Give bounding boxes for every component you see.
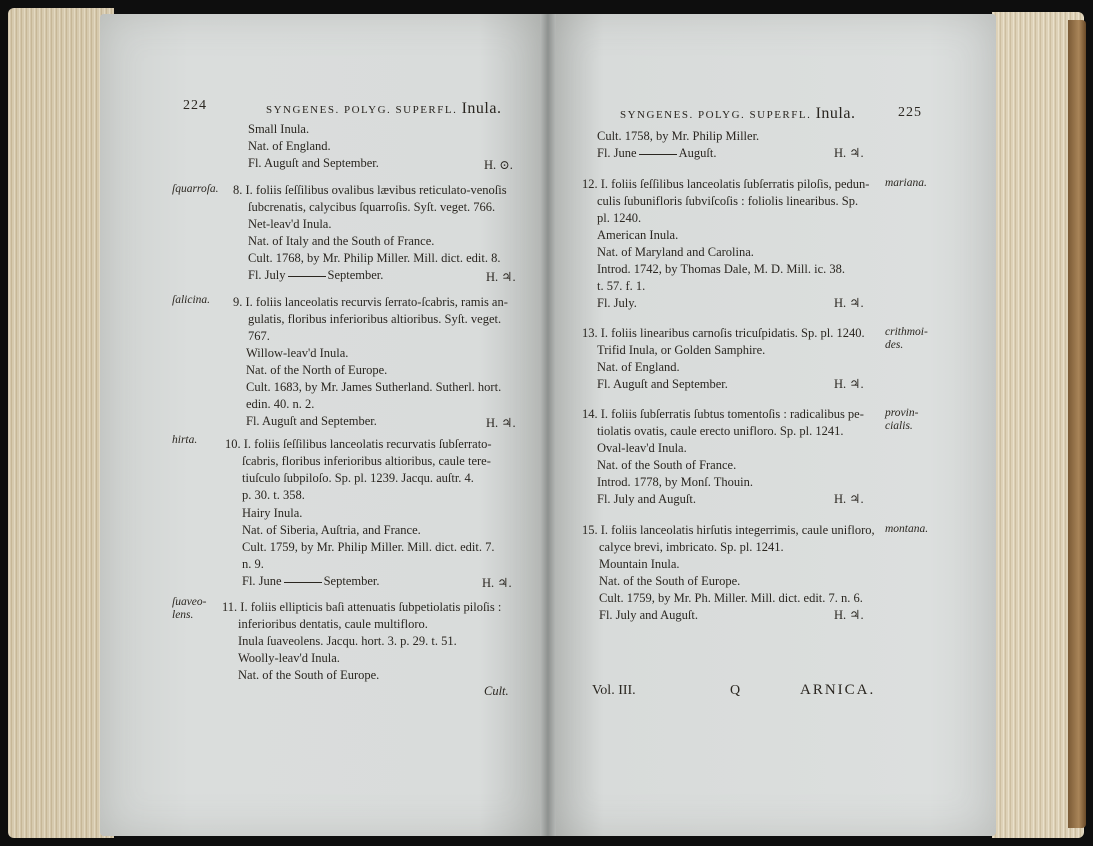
right-running-head-text: SYNGENES. POLYG. SUPERFL.	[620, 109, 812, 121]
left-line-part: September.	[323, 574, 380, 588]
right-line: Oval-leav'd Inula.	[597, 441, 687, 455]
right-line: Introd. 1778, by Monſ. Thouin.	[597, 475, 754, 489]
left-line: edin. 40. n. 2.	[246, 397, 315, 411]
right-margin-note: montana.	[885, 523, 929, 535]
left-line-habit: H. ♃.	[482, 576, 512, 590]
left-line: Net-leav'd Inula.	[248, 217, 332, 231]
right-line: Fl. July and Auguſt.	[597, 492, 696, 506]
left-line: Willow-leav'd Inula.	[246, 346, 349, 360]
right-line: t. 57. f. 1.	[597, 279, 646, 293]
left-running-genus: Inula.	[461, 100, 502, 117]
dash-rule	[284, 582, 322, 583]
right-line: Cult. 1758, by Mr. Philip Miller.	[597, 129, 760, 143]
left-line: Fl. Auguſt and September.	[246, 414, 377, 428]
left-line-part: September.	[327, 268, 384, 282]
volume-label: Vol. III.	[592, 683, 636, 698]
left-page-number: 224	[183, 98, 207, 113]
left-line-habit: H. ♃.	[486, 416, 516, 430]
right-line-part: Fl. June	[597, 146, 637, 160]
left-margin-note: hirta.	[172, 434, 198, 446]
right-line: Nat. of the South of Europe.	[599, 574, 741, 588]
right-line: 14. I. foliis ſubſerratis ſubtus tomentoſis : radicalibus pe-	[582, 407, 864, 421]
left-line: Nat. of Italy and the South of France.	[248, 234, 435, 248]
right-margin-note: crithmoi- des.	[885, 326, 928, 351]
left-line: p. 30. t. 358.	[242, 488, 305, 502]
left-margin-note: ſquarroſa.	[172, 183, 219, 195]
signature-mark: Q	[730, 683, 741, 698]
right-line-habit: H. ♃.	[834, 492, 864, 506]
right-margin-note: provin- cialis.	[885, 407, 919, 432]
right-line: 13. I. foliis linearibus carnoſis tricuſpidatis. Sp. pl. 1240.	[582, 326, 865, 340]
left-line: Nat. of the South of Europe.	[238, 668, 380, 682]
left-line: n. 9.	[242, 557, 264, 571]
right-line-habit: H. ♃.	[834, 296, 864, 310]
right-line: pl. 1240.	[597, 211, 642, 225]
left-line: Cult. 1759, by Mr. Philip Miller. Mill. dict. edit. 7.	[242, 540, 495, 554]
left-running-head-text: SYNGENES. POLYG. SUPERFL.	[266, 104, 458, 116]
right-line: American Inula.	[597, 228, 679, 242]
right-line: culis ſubunifloris ſubviſcoſis : foliolis linearibus. Sp.	[597, 194, 859, 208]
left-line: Nat. of Siberia, Auſtria, and France.	[242, 523, 421, 537]
left-line-part: Fl. June	[242, 574, 282, 588]
left-line	[248, 268, 383, 283]
right-line: Nat. of the South of France.	[597, 458, 737, 472]
left-catchword: Cult.	[484, 684, 509, 698]
right-line-habit: H. ♃.	[834, 608, 864, 622]
left-line-part: Fl. July	[248, 268, 286, 282]
right-line-part: Auguſt.	[678, 146, 717, 160]
catchword: ARNICA.	[800, 682, 876, 698]
right-line: tiolatis ovatis, caule erecto unifloro. Sp. pl. 1241.	[597, 424, 844, 438]
right-line-habit: H. ♃.	[834, 146, 864, 160]
right-line: calyce brevi, imbricato. Sp. pl. 1241.	[599, 540, 784, 554]
left-line: Inula ſuaveolens. Jacqu. hort. 3. p. 29. t. 51.	[238, 634, 457, 648]
right-running-genus: Inula.	[815, 105, 856, 122]
right-line: 12. I. foliis ſeſſilibus lanceolatis ſubſerratis piloſis, pedun-	[582, 177, 870, 191]
right-line: Cult. 1759, by Mr. Ph. Miller. Mill. dict. edit. 7. n. 6.	[599, 591, 863, 605]
right-running-head	[620, 106, 855, 123]
right-line: Mountain Inula.	[599, 557, 680, 571]
right-margin-note: mariana.	[885, 177, 927, 189]
left-line: tiuſculo ſubpiloſo. Sp. pl. 1239. Jacqu. auſtr. 4.	[242, 471, 474, 485]
left-line: 8. I. foliis ſeſſilibus ovalibus lævibus reticulato-venoſis	[233, 183, 507, 197]
left-line: Small Inula.	[248, 122, 310, 136]
right-line: Nat. of England.	[597, 360, 680, 374]
left-line: 10. I. foliis ſeſſilibus lanceolatis recurvatis ſubſerrato-	[225, 437, 492, 451]
left-line: 11. I. foliis ellipticis baſi attenuatis ſubpetiolatis piloſis :	[222, 600, 502, 614]
book-gutter	[540, 14, 556, 836]
left-page-edges	[8, 8, 114, 838]
right-line: Fl. Auguſt and September.	[597, 377, 728, 391]
left-line: 767.	[248, 329, 270, 343]
right-line-habit: H. ♃.	[834, 377, 864, 391]
left-line: Cult. 1683, by Mr. James Sutherland. Sutherl. hort.	[246, 380, 502, 394]
left-line: inferioribus dentatis, caule multifloro.	[238, 617, 428, 631]
left-line: 9. I. foliis lanceolatis recurvis ſerrato-ſcabris, ramis an-	[233, 295, 508, 309]
left-line: Cult. 1768, by Mr. Philip Miller. Mill. dict. edit. 8.	[248, 251, 501, 265]
left-line	[242, 574, 379, 589]
left-line: Nat. of England.	[248, 139, 331, 153]
right-line: Introd. 1742, by Thomas Dale, M. D. Mill. ic. 38.	[597, 262, 846, 276]
right-line: Trifid Inula, or Golden Samphire.	[597, 343, 766, 357]
left-running-head	[266, 101, 501, 118]
left-line: Fl. Auguſt and September.	[248, 156, 379, 170]
right-line: Nat. of Maryland and Carolina.	[597, 245, 754, 259]
dash-rule	[639, 154, 677, 155]
right-line	[597, 146, 716, 161]
left-margin-note: ſalicina.	[172, 294, 211, 306]
right-page-number: 225	[898, 105, 922, 120]
book-cover-edge	[1068, 20, 1086, 828]
left-line: Hairy Inula.	[242, 506, 303, 520]
left-line: ſubcrenatis, calycibus ſquarroſis. Syſt. veget. 766.	[248, 200, 496, 214]
left-line: Woolly-leav'd Inula.	[238, 651, 340, 665]
dash-rule	[288, 276, 326, 277]
left-line: ſcabris, floribus inferioribus altioribus, caule tere-	[242, 454, 491, 468]
right-line: Fl. July and Auguſt.	[599, 608, 698, 622]
right-line: 15. I. foliis lanceolatis hirſutis integerrimis, caule unifloro,	[582, 523, 875, 537]
left-line-habit: H. ♃.	[486, 270, 516, 284]
left-margin-note: ſuaveo- lens.	[172, 596, 207, 621]
left-line-habit: H. ⊙.	[484, 158, 513, 172]
right-line: Fl. July.	[597, 296, 637, 310]
left-line: gulatis, floribus inferioribus altioribus. Syſt. veget.	[248, 312, 502, 326]
left-line: Nat. of the North of Europe.	[246, 363, 388, 377]
